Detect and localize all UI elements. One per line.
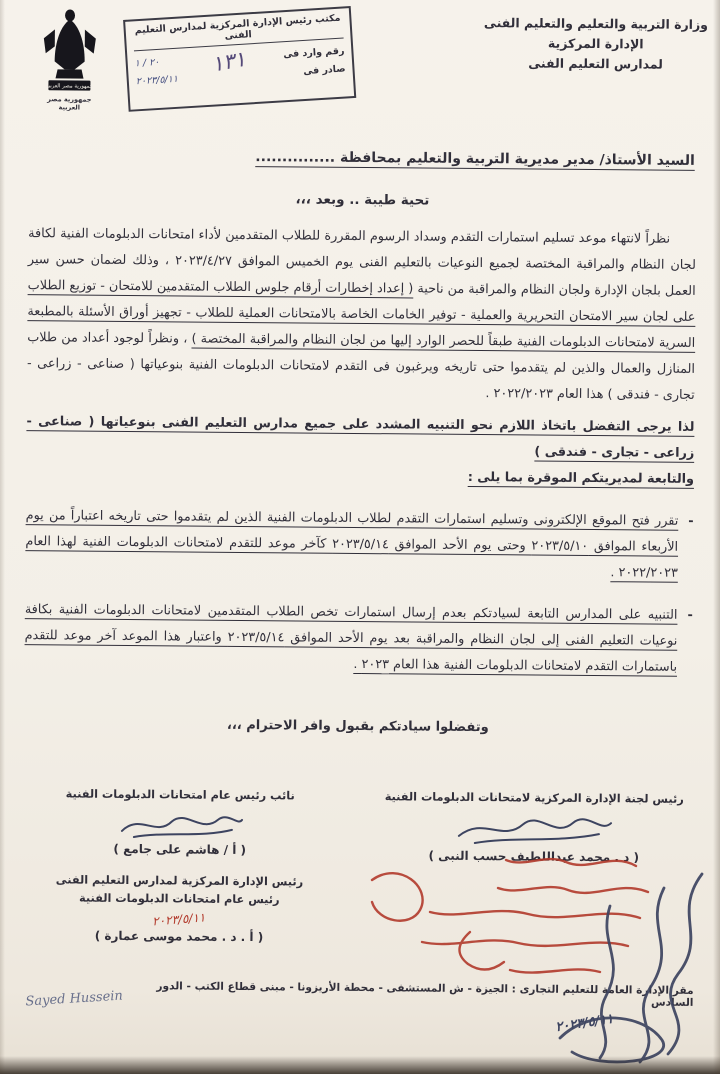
directive-line-1: لذا يرجى التفضل باتخاذ اللازم نحو التنبيه المشدد على جميع مدارس التعليم الفنى بنوعياتها ( صناعى - زراعى - تجارى - فندقى ) <box>26 414 695 461</box>
signature-section <box>22 785 691 948</box>
footer-address: مقر الإدارة العامة للتعليم التجارى : الجيزة - ش المستشفى - محطة الأريزونا - مبنى قطاع الكتب - الدور السادس <box>156 980 694 1009</box>
greeting-line: تحية طيبة .. وبعد ،،، <box>295 191 430 209</box>
addressee-line: السيد الأستاذ/ مدير مديرية التربية والتعليم بمحافظة ............... <box>255 149 695 169</box>
scan-edge-shadow <box>713 0 720 1074</box>
handwritten-signature-icon <box>23 806 337 843</box>
paragraph-underlined-list: ( إعداد إخطارات أرقام جلوس الطلاب المتقدمين للامتحان - توزيع الطلاب على لجان سير الامتحان التحريرية والعملية - توفير الخامات الخاصة بالامتحانات العملية للطلاب - تجهيز أوراق الأسئلة بالمطبعة السرية لامتحانات الدبلومات الفنية طبقاً للحصر الوارد إليها من لجان النظام والمراقبة المختصة ) <box>27 278 696 351</box>
sig-left-bottom-title-1: رئيس الإدارة المركزية لمدارس التعليم الفنى <box>55 873 304 889</box>
directive-line-2: والتابعة لمديريتكم الموقرة بما يلى : <box>467 469 695 487</box>
letter-body <box>24 221 696 743</box>
sig-left-top-name: ( أ / هاشم على جامع ) <box>113 841 247 858</box>
emblem-ribbon-text: جمهورية مصر العربية <box>45 83 94 90</box>
emblem-caption: جمهورية مصر العربية <box>47 95 92 112</box>
sig-left-bottom-name: ( أ . د . محمد موسى عمارة ) <box>94 928 264 945</box>
signature-left-column <box>22 785 337 945</box>
eagle-icon <box>40 7 99 94</box>
handwritten-date-ink: ٢٠٢٣/٥/١١ <box>554 1011 615 1036</box>
main-paragraph <box>27 221 697 409</box>
directive-paragraph <box>26 409 695 493</box>
stamp-issued-value: ٢٠٢٣/٥/١١ <box>135 73 179 88</box>
handwritten-signature-icon <box>377 809 691 850</box>
sig-left-top-title: نائب رئيس عام امتحانات الدبلومات الفنية <box>65 787 295 803</box>
stamp-issued-label: صادر فى <box>302 63 346 78</box>
bullet-text-2: التنبيه على المدارس التابعة لسيادتكم بعدم إرسال استمارات تخص الطلاب المتقدمين لامتحانات الدبلومات الفنية بكافة نوعيات التعليم الفنى إلى لجان النظام والمراقبة بعد يوم الأحد الموافق ٢٠٢٣/٥/١٤ واعتبار هذا الموعد آخر موعد للتقدم باستمارات التقدم لامتحانات الدبلومات الفنية هذا العام ٢٠٢٣ . <box>24 602 678 675</box>
ministry-line-1: وزارة التربية والتعليم والتعليم الفنى <box>483 15 709 33</box>
scanner-signature-text: Sayed Hussein <box>25 988 124 1010</box>
sig-left-bottom-block <box>22 871 337 945</box>
bullet-dash: - <box>687 607 693 623</box>
sig-left-top-block <box>23 785 338 858</box>
handwritten-date-red: ٢٠٢٣/٥/١١ <box>152 910 207 929</box>
bullet-item-1 <box>25 503 694 587</box>
office-stamp-box <box>123 6 356 112</box>
paragraph-text: نظراً لانتهاء موعد تسليم استمارات التقدم وسداد الرسوم المقررة للطلاب المتقدمين لأداء امتحانات الدبلومات الفنية لكافة لجان النظام والمراقبة المختصة لجميع النوعيات بالتعليم الفنى يوم الخميس الموافق ٢٠٢٣/٤/٢٧ ، وذلك لضمان حسن سير العمل بلجان الإدارة ولجان النظام والمراقبة من ناحية <box>27 226 696 299</box>
sig-right-name: ( د . محمد عبداللطيف حسب النبى ) <box>428 848 640 865</box>
sig-right-title: رئيس لجنة الإدارة المركزية لامتحانات الدبلومات الفنية <box>384 790 684 806</box>
signature-right-column <box>376 788 691 948</box>
scan-edge-shadow <box>0 1056 720 1074</box>
bullet-item-2 <box>24 597 693 681</box>
paragraph-text-end: ، ونظراً لوجود أعداد من طلاب المنازل والعمال والذين لم يتقدموا حتى تاريخه ويرغبون فى التقدم لامتحانات الدبلومات الفنية بنوعياتها ( صناعى - زراعى - تجارى - فندقى ) هذا العام ٢٠٢٢/٢٠٢٣ . <box>26 330 696 403</box>
stamp-entry-number: ١٣١ <box>209 46 248 77</box>
stamp-received-value: ٢٠ / ١ <box>134 56 160 70</box>
sig-left-bottom-title-2: رئيس عام امتحانات الدبلومات الفنية <box>79 891 280 907</box>
stamp-received-label: رقم وارد فى <box>283 45 345 61</box>
ministry-line-2: الإدارة المركزية <box>547 35 644 52</box>
stamp-title: مكتب رئيس الإدارة المركزية لمدارس التعليم الفنى <box>132 13 343 52</box>
egypt-eagle-emblem <box>37 7 102 112</box>
closing-line: وتفضلوا سيادتكم بقبول وافر الاحترام ،،، <box>226 717 489 736</box>
ministry-header <box>484 13 709 75</box>
scan-edge-shadow <box>0 0 5 1074</box>
bullet-text-1: تقرر فتح الموقع الإلكترونى وتسليم استمارات التقدم لطلاب الدبلومات الفنية الذين لم يتقدموا حتى تاريخه اعتباراً من يوم الأربعاء الموافق ٢٠٢٣/٥/١٠ وحتى يوم الأحد الموافق ٢٠٢٣/٥/١٤ كآخر موعد للتقدم لامتحانات الدبلومات الفنية لهذا العام ٢٠٢٢/٢٠٢٣ . <box>25 508 679 581</box>
ministry-line-3: لمدارس التعليم الفنى <box>528 55 663 72</box>
bullet-dash: - <box>688 513 694 529</box>
